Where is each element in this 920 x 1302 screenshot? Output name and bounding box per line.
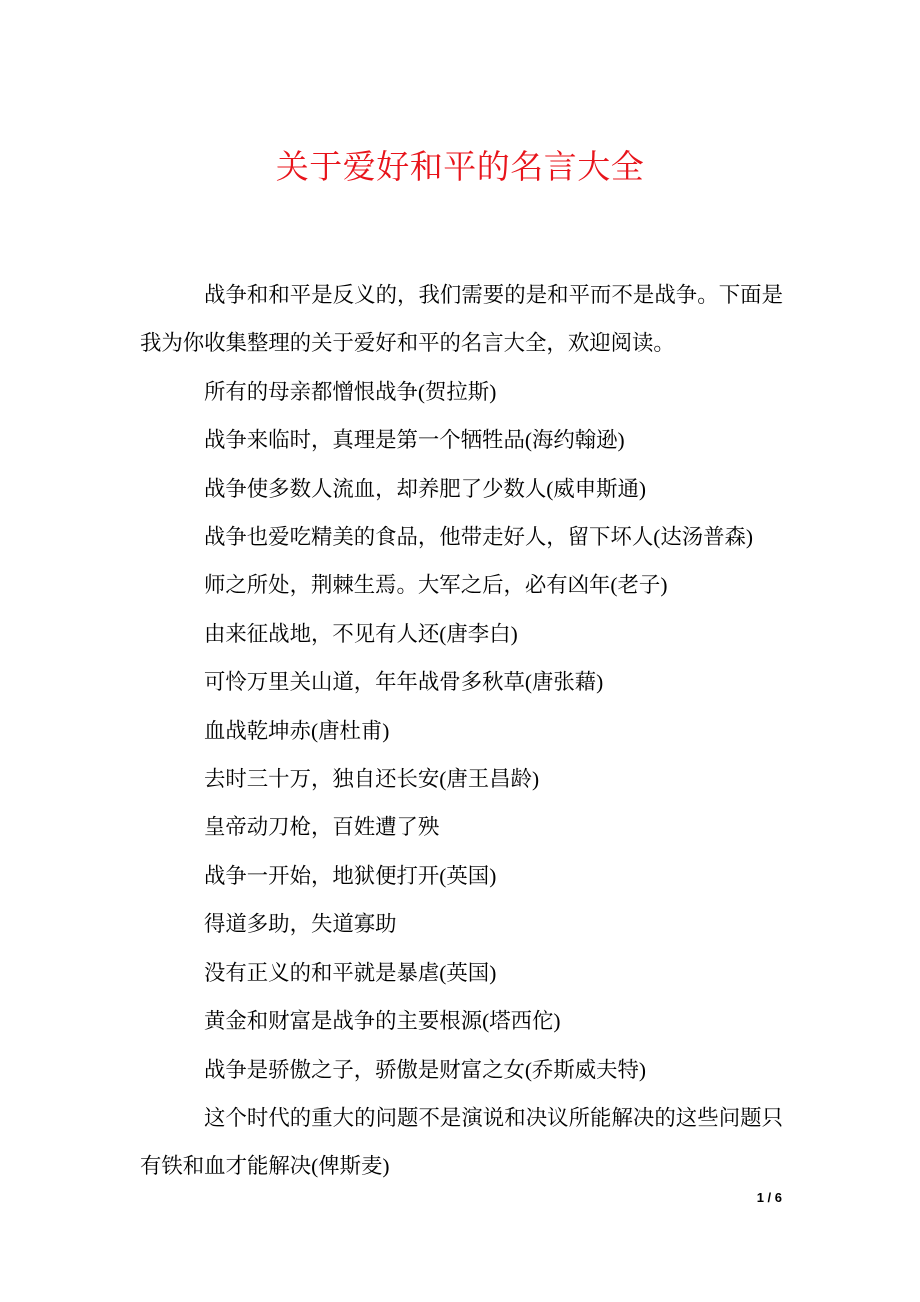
quote-paragraph: 这个时代的重大的问题不是演说和决议所能解决的这些问题只有铁和血才能解决(俾斯麦) <box>140 1105 783 1179</box>
quote-paragraph: 师之所处，荆棘生焉。大军之后，必有凶年(老子) <box>204 573 668 598</box>
quote-paragraph: 所有的母亲都憎恨战争(贺拉斯) <box>204 379 497 404</box>
quote-paragraph: 战争使多数人流血，却养肥了少数人(威申斯通) <box>204 476 647 501</box>
quote-paragraph: 黄金和财富是战争的主要根源(塔西佗) <box>204 1009 561 1034</box>
document-body <box>140 271 783 1191</box>
quote-paragraph: 战争来临时，真理是第一个牺牲品(海约翰逊) <box>204 428 625 453</box>
quote-paragraph: 皇帝动刀枪，百姓遭了殃 <box>204 815 440 840</box>
quote-paragraph: 战争一开始，地狱便打开(英国) <box>204 863 497 888</box>
quote-paragraph: 战争是骄傲之子，骄傲是财富之女(乔斯威夫特) <box>204 1057 647 1082</box>
document-title: 关于爱好和平的名言大全 <box>275 150 645 186</box>
quote-paragraph: 战争也爱吃精美的食品，他带走好人，留下坏人(达汤普森) <box>204 525 754 550</box>
quote-paragraph: 血战乾坤赤(唐杜甫) <box>204 718 390 743</box>
page-number: 1 / 6 <box>756 1190 782 1205</box>
quote-paragraph: 去时三十万，独自还长安(唐王昌龄) <box>204 767 540 792</box>
quote-paragraph: 得道多助，失道寡助 <box>204 912 397 937</box>
quote-paragraph: 可怜万里关山道，年年战骨多秋草(唐张藉) <box>204 670 604 695</box>
quote-paragraph: 由来征战地，不见有人还(唐李白) <box>204 621 518 646</box>
quote-paragraph: 没有正义的和平就是暴虐(英国) <box>204 960 497 985</box>
intro-paragraph: 战争和和平是反义的，我们需要的是和平而不是战争。下面是我为你收集整理的关于爱好和平的名言大全，欢迎阅读。 <box>140 283 783 356</box>
